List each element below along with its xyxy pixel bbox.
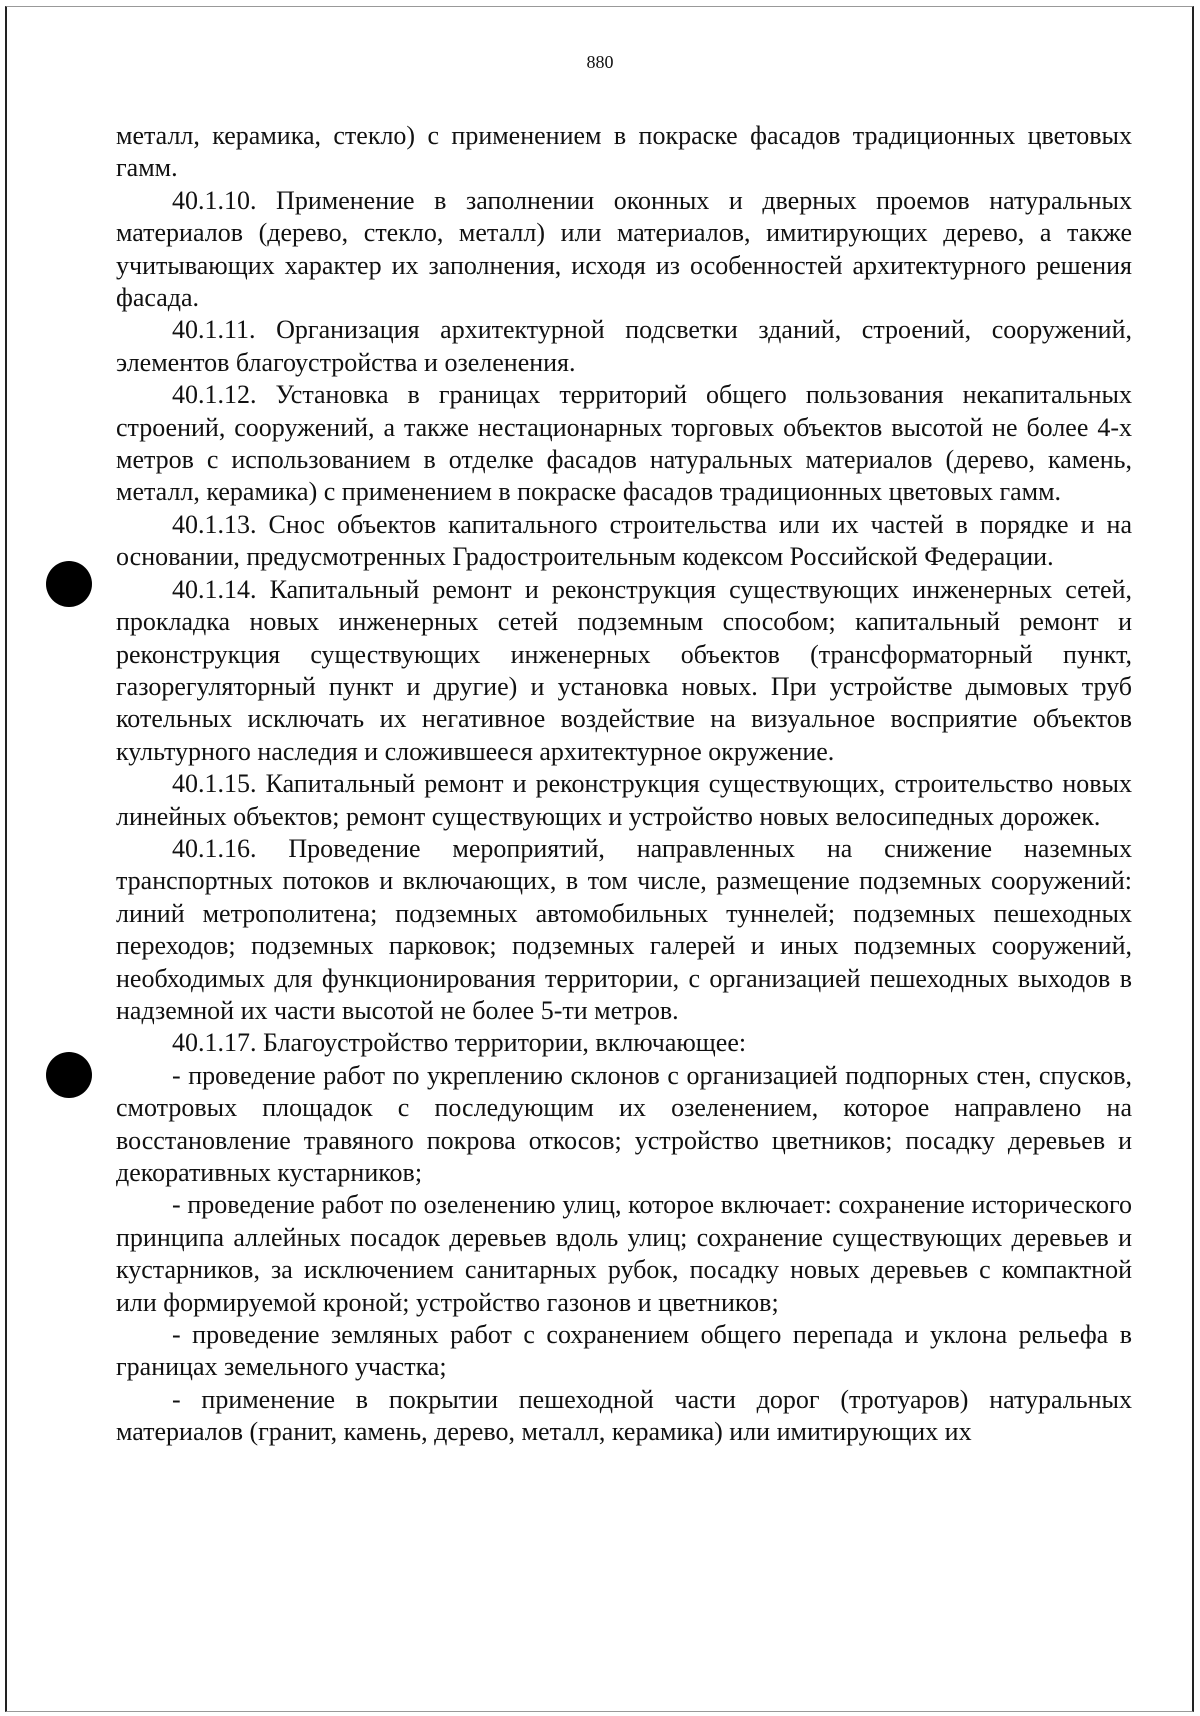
paragraph-40-1-14: 40.1.14. Капитальный ремонт и реконструкция существующих инженерных сетей, прокладка новых инженерных сетей подземным способом; капитальный ремонт и реконструкция существующих инженерных объектов (трансформаторный пункт, газорегуляторный пункт и другие) и установка новых. При устройстве дымовых труб котельных исключать их негативное воздействие на визуальное восприятие объектов культурного наследия и сложившееся архитектурное окружение. (116, 574, 1132, 766)
paragraph-40-1-10: 40.1.10. Применение в заполнении оконных и дверных проемов натуральных материалов (дерево, стекло, металл) или материалов, имитирующих дерево, а также учитывающих характер их заполнения, исходя из особенностей архитектурного решения фасада. (116, 185, 1132, 313)
paragraph-40-1-12: 40.1.12. Установка в границах территорий общего пользования некапитальных строений, сооружений, а также нестационарных торговых объектов высотой не более 4-х метров с использованием в отделке фасадов натуральных материалов (дерево, камень, металл, керамика) с применением в покраске фасадов традиционных цветовых гамм. (116, 380, 1132, 507)
list-item-pavement: - применение в покрытии пешеходной части дорог (тротуаров) натуральных материалов (гранит, камень, дерево, металл, керамика) или имитирующих их (116, 1384, 1132, 1447)
page-number: 880 (586, 52, 614, 72)
paragraph-40-1-15: 40.1.15. Капитальный ремонт и реконструкция существующих, строительство новых линейных объектов; ремонт существующих и устройство новых велосипедных дорожек. (116, 769, 1132, 831)
punch-hole-upper (46, 561, 92, 607)
paragraph-40-1-13: 40.1.13. Снос объектов капитального строительства или их частей в порядке и на основании, предусмотренных Градостроительным кодексом Российской Федерации. (116, 509, 1132, 572)
paragraph-continued: металл, керамика, стекло) с применением в покраске фасадов традиционных цветовых гамм. (116, 121, 1132, 183)
paragraph-40-1-11: 40.1.11. Организация архитектурной подсветки зданий, строений, сооружений, элементов благоустройства и озеленения. (116, 315, 1132, 377)
punch-hole-lower (46, 1052, 92, 1098)
list-item-greening: - проведение работ по озеленению улиц, которое включает: сохранение исторического принципа аллейных посадок деревьев вдоль улиц; сохранение существующих деревьев и кустарников, за исключением санитарных рубок, посадку новых деревьев с компактной или формируемой кроной; устройство газонов и цветников; (116, 1190, 1132, 1317)
paragraph-40-1-16: 40.1.16. Проведение мероприятий, направленных на снижение наземных транспортных потоков и включающих, в том числе, размещение подземных сооружений: линий метрополитена; подземных автомобильных туннелей; подземных пешеходных переходов; подземных парковок; подземных галерей и иных подземных сооружений, необходимых для функционирования территории, с организацией пешеходных выходов в надземной их части высотой не более 5-ти метров. (116, 833, 1132, 1025)
paragraph-40-1-17: 40.1.17. Благоустройство территории, включающее: (172, 1028, 747, 1058)
list-item-slopes: - проведение работ по укреплению склонов с организацией подпорных стен, спусков, смотровых площадок с последующим их озеленением, которое направлено на восстановление травяного покрова откосов; устройство цветников; посадку деревьев и декоративных кустарников; (116, 1060, 1132, 1187)
document-body (116, 120, 1132, 1449)
list-item-earthworks: - проведение земляных работ с сохранением общего перепада и уклона рельефа в границах земельного участка; (116, 1320, 1132, 1382)
